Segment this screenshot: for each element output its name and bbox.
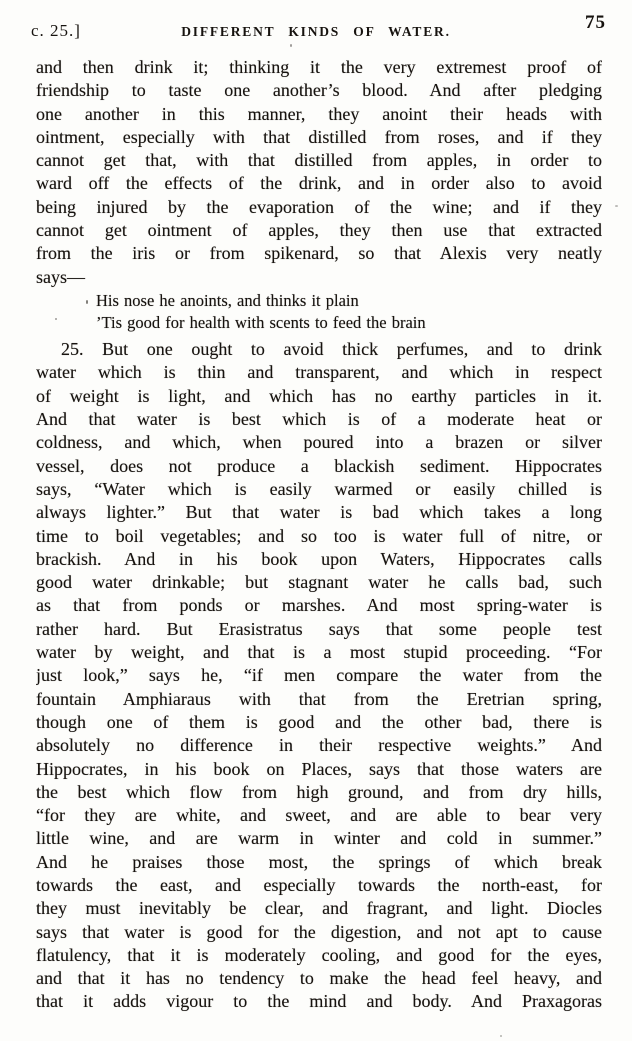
text-line: from the iris or from spikenard, so that Alexis very neatly (36, 243, 602, 264)
text-line: “for they are white, and sweet, and are able to bear very (36, 805, 602, 826)
text-line: little wine, and are warm in winter and cold in summer.” (36, 828, 602, 849)
scan-speck (615, 205, 618, 207)
text-line: cannot get ointment of apples, they then use that extracted (36, 220, 602, 241)
text-line: ointment, especially with that distilled from roses, and if they (36, 126, 602, 147)
text-line: water which is thin and transparent, and which in respect (36, 362, 602, 383)
text-line: and that it has no tendency to make the head feel heavy, and (36, 968, 602, 989)
verse-line: His nose he anoints, and thinks it plain (96, 290, 359, 310)
paragraph-25 (36, 338, 602, 1014)
text-line: one another in this manner, they anoint their heads with (36, 103, 602, 124)
text-line: And that water is best which is of a moderate heat or (36, 409, 602, 430)
text-line: cannot get that, with that distilled from apples, in order to (36, 150, 602, 171)
text-line: says— (36, 266, 85, 287)
text-line: flatulency, that it is moderately cooling, and good for the eyes, (36, 944, 602, 965)
page-header (0, 0, 632, 52)
page-body (36, 56, 602, 1014)
page-number: 75 (585, 12, 606, 33)
verse-quotation (96, 290, 602, 333)
text-line: being injured by the evaporation of the wine; and if they (36, 196, 602, 217)
text-line: as that from ponds or marshes. And most spring-water is (36, 595, 602, 616)
text-line: towards the east, and especially towards the north-east, for (36, 874, 602, 895)
text-line: Hippocrates, in his book on Places, says that those waters are (36, 758, 602, 779)
text-line: always lighter.” But that water is bad which takes a long (36, 502, 602, 523)
text-line: and then drink it; thinking it the very extremest proof of (36, 57, 602, 77)
verse-line: ’Tis good for health with scents to feed the brain (96, 312, 426, 332)
text-line: brackish. And in his book upon Waters, Hippocrates calls (36, 548, 602, 569)
text-line: they must inevitably be clear, and fragrant, and light. Diocles (36, 898, 602, 919)
text-line: fountain Amphiaraus with that from the Eretrian spring, (36, 688, 602, 709)
text-line: says that water is good for the digestion, and not apt to cause (36, 921, 602, 942)
text-line: And he praises those most, the springs of which break (36, 851, 602, 872)
text-line: water by weight, and that is a most stupid proceeding. “For (36, 642, 602, 663)
scan-speck (500, 1035, 502, 1037)
paragraph-continuation (36, 56, 602, 289)
text-line: friendship to taste one another’s blood. And after pledging (36, 80, 602, 101)
running-title: DIFFERENT KINDS OF WATER. (181, 24, 451, 39)
text-line: that it adds vigour to the mind and body. And Praxagoras (36, 991, 602, 1012)
text-line: though one of them is good and the other bad, there is (36, 711, 602, 732)
text-line: good water drinkable; but stagnant water he calls bad, such (36, 572, 602, 593)
text-line: of weight is light, and which has no earthy particles in it. (36, 385, 602, 406)
text-line: rather hard. But Erasistratus says that some people test (36, 618, 602, 639)
text-line: absolutely no difference in their respective weights.” And (36, 735, 602, 756)
text-line: coldness, and which, when poured into a brazen or silver (36, 432, 602, 453)
text-line: time to boil vegetables; and so too is water full of nitre, or (36, 525, 602, 546)
text-line: says, “Water which is easily warmed or easily chilled is (36, 478, 602, 499)
text-line: the best which flow from high ground, and from dry hills, (36, 781, 602, 802)
text-line: just look,” says he, “if men compare the water from the (36, 665, 602, 686)
chapter-marker: c. 25.] (31, 21, 81, 40)
text-line: 25. But one ought to avoid thick perfumes, and to drink (61, 339, 602, 360)
text-line: ward off the effects of the drink, and in order also to avoid (36, 173, 602, 194)
text-line: vessel, does not produce a blackish sediment. Hippocrates (36, 455, 602, 476)
